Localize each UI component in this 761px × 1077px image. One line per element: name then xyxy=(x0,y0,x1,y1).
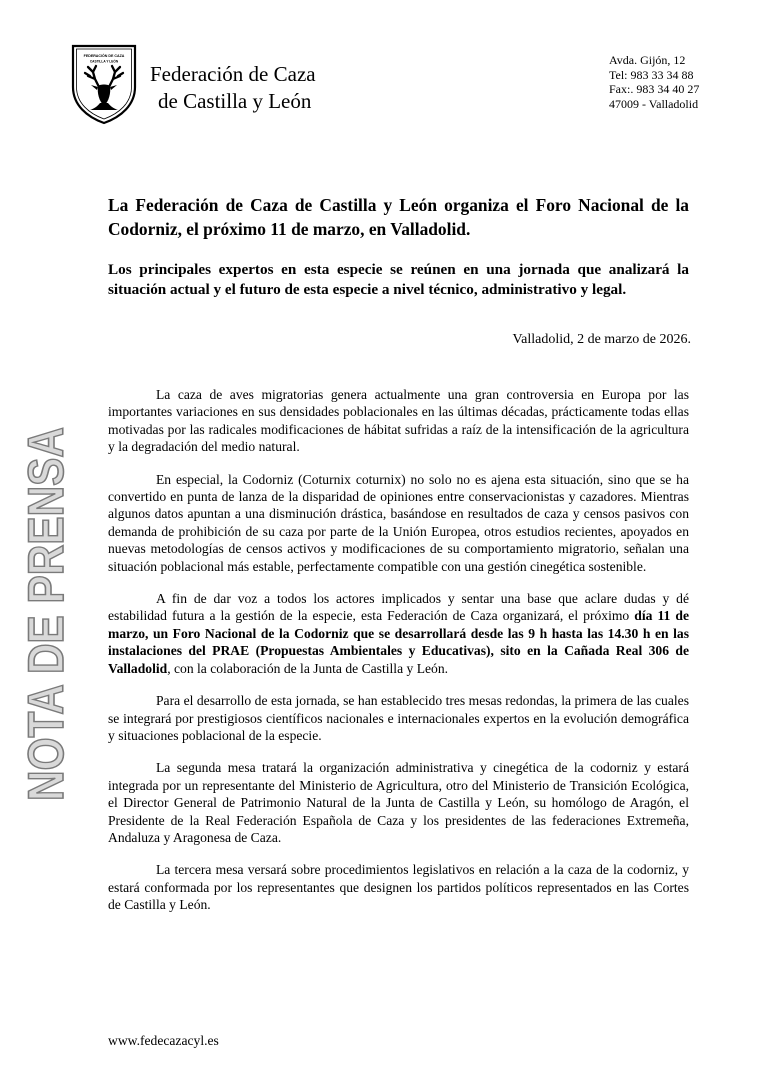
logo-text-bottom: CASTILLA Y LEÓN xyxy=(89,59,119,64)
body-paragraph-1: La caza de aves migratorias genera actualmente una gran controversia en Europa por las importantes variaciones en sus densidades poblacionales en las últimas décadas, prácticamente todas ellas motivadas por las radicales modificaciones de hábitat sufridas a raíz de la intensificación de la agricultura y la degradación del medio natural. xyxy=(108,387,689,455)
article-body xyxy=(108,386,689,929)
organization-name xyxy=(150,61,350,115)
side-label: NOTA DE PRENSA xyxy=(18,359,74,801)
contact-postal: 47009 - Valladolid xyxy=(609,96,699,111)
nota-de-prensa-stamp xyxy=(18,359,74,803)
contact-tel: Tel: 983 33 34 88 xyxy=(609,67,694,82)
logo-text-top: FEDERACIÓN DE CAZA xyxy=(83,54,125,58)
p3-text-start: A fin de dar voz a todos los actores implicados y sentar una base que aclare dudas y dé estabilidad futura a la gestión de la especie, esta Federación de Caza organizará, el próximo xyxy=(108,591,689,624)
contact-address: Avda. Gijón, 12 xyxy=(609,53,686,67)
subheadline: Los principales expertos en esta especie se reúnen en una jornada que analizará la situación actual y el futuro de esta especie a nivel técnico, administrativo y legal. xyxy=(108,261,689,298)
contact-fax: Fax:. 983 34 40 27 xyxy=(609,82,700,97)
body-paragraph-6: La tercera mesa versará sobre procedimientos legislativos en relación a la caza de la codorniz, y estará conformada por los representantes que designen los partidos políticos representados en las Cortes de Castilla y León. xyxy=(108,862,689,913)
dateline: Valladolid, 2 de marzo de 2026. xyxy=(512,332,691,347)
headline: La Federación de Caza de Castilla y León organiza el Foro Nacional de la Codorniz, el próximo 11 de marzo, en Valladolid. xyxy=(108,195,689,239)
body-paragraph-2: En especial, la Codorniz (Coturnix coturnix) no solo no es ajena esta situación, sino que se ha convertido en punta de lanza de la disparidad de opiniones entre conservacionistas y cazadores. Mientras algunos datos apuntan a una disminución drástica, basándose en resultados de caza y censos pasivos con demanda de prohibición de su caza por parte de la Unión Europea, otros estudios recientes, apoyados en nuevas metodologías de censos activos y modificaciones de su comportamiento migratorio, señalan una situación poblacional más estable, perfectamente compatible con una gestión cinegética sostenible. xyxy=(108,471,689,574)
p3-event-details: día 11 de marzo, un Foro Nacional de la Codorniz que se desarrollará desde las 9 h hasta las 14.30 h en las instalaciones del PRAE (Propuestas Ambientales y Educativas), sito en la Cañada Real 306 de Valladolid xyxy=(108,608,689,676)
body-paragraph-5: La segunda mesa tratará la organización administrativa y cinegética de la codorniz y estará integrada por un representante del Ministerio de Agricultura, otro del Ministerio de Transición Ecológica, el Director General de Patrimonio Natural de la Junta de Castilla y León, su homólogo de Aragón, el Presidente de la Real Federación Española de Caza y los presidentes de las federaciones Extremeña, Andaluza y Aragonesa de Caza. xyxy=(108,760,689,845)
contact-block xyxy=(609,53,699,111)
body-paragraph-3 xyxy=(108,590,689,677)
body-paragraph-4: Para el desarrollo de esta jornada, se han establecido tres mesas redondas, la primera de las cuales se integrará por prestigiosos científicos nacionales e internacionales expertos en la evolución demográfica y situaciones poblacional de la especie. xyxy=(108,693,689,743)
org-name-line1: Federación de Caza xyxy=(150,62,316,86)
p3-text-end: , con la colaboración de la Junta de Castilla y León. xyxy=(167,660,449,676)
org-name-line2: de Castilla y León xyxy=(158,89,312,113)
footer-website-link[interactable]: www.fedecazacyl.es xyxy=(108,1033,219,1048)
federation-logo xyxy=(69,43,139,125)
